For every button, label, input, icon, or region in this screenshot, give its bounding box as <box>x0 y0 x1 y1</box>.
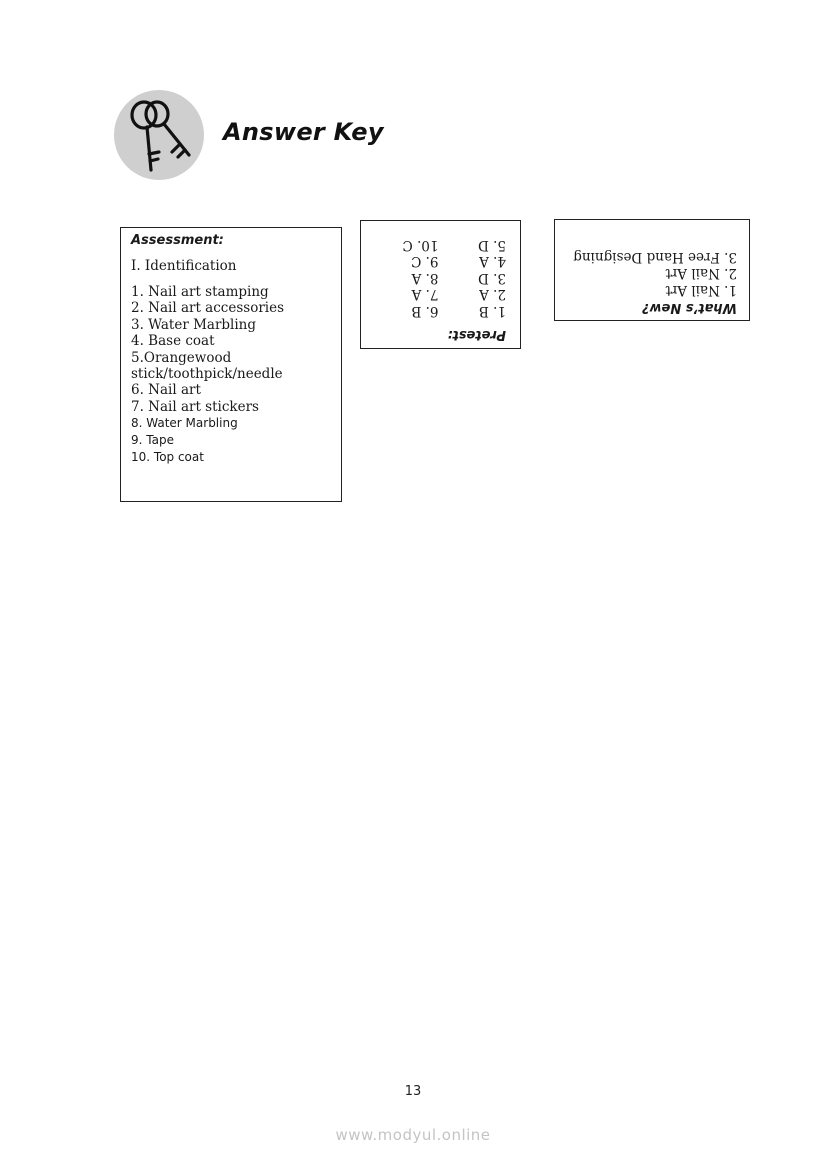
list-item: 5.Orangewood <box>131 349 232 366</box>
answer-item: 5. D <box>478 237 506 253</box>
answer-item: 7. A <box>411 286 439 303</box>
answer-item: 1. Nail Art <box>665 282 737 298</box>
list-item: 8. Water Marbling <box>131 416 238 431</box>
pretest-right-column <box>371 237 439 320</box>
answer-item: 3. D <box>478 270 506 286</box>
assessment-subheading: I. Identification <box>131 258 237 274</box>
list-item: stick/toothpick/needle <box>131 366 283 383</box>
answer-item: 8. A <box>411 270 439 286</box>
assessment-heading: Assessment: <box>131 233 224 248</box>
answer-item: 9. C <box>410 253 439 270</box>
page-number: 13 <box>404 1084 422 1099</box>
pretest-box <box>360 220 521 349</box>
answer-item: 2. A <box>479 286 506 303</box>
list-item: 10. Top coat <box>131 450 204 465</box>
list-item: 4. Base coat <box>131 333 215 350</box>
pretest-left-column <box>439 237 507 320</box>
list-item: 3. Water Marbling <box>131 316 257 333</box>
list-item: 9. Tape <box>131 433 174 448</box>
answer-item: 10. C <box>402 237 439 253</box>
list-item: 1. Nail art stamping <box>131 284 269 300</box>
answer-item: 4. A <box>479 253 506 270</box>
whats-new-heading: What’s New? <box>641 300 737 315</box>
list-item: 2. Nail art accessories <box>131 300 285 317</box>
whats-new-box <box>554 219 750 321</box>
assessment-box <box>120 227 342 502</box>
watermark: www.modyul.online <box>335 1126 491 1144</box>
answer-item: 1. B <box>478 303 506 319</box>
answer-item: 3. Free Hand Designing <box>573 249 737 265</box>
pretest-heading: Pretest: <box>447 327 506 342</box>
keys-icon <box>114 90 204 180</box>
list-item: 7. Nail art stickers <box>131 398 259 415</box>
page-title: Answer Key <box>223 118 384 146</box>
answer-item: 2. Nail Art <box>665 265 737 282</box>
list-item: 6. Nail art <box>131 382 201 399</box>
answer-item: 6. B <box>411 303 439 319</box>
